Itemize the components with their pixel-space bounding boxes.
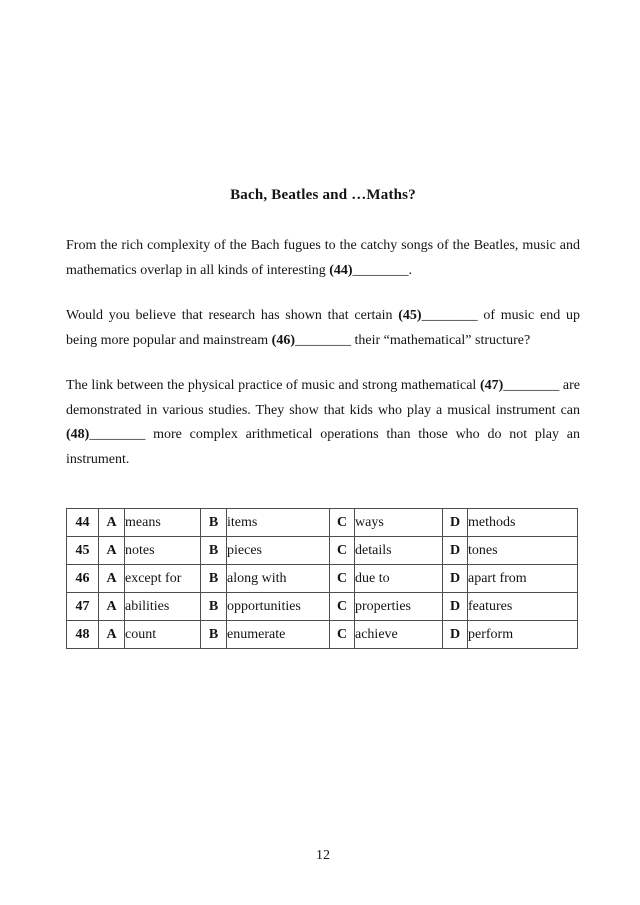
option-text-cell: notes bbox=[125, 537, 201, 565]
blank-number: (47) bbox=[479, 378, 504, 393]
option-letter-cell: D bbox=[443, 565, 468, 593]
paragraph-text: ________ are demonstrated in various studies. They show that kids who play a musical instrument can bbox=[66, 378, 581, 418]
blank-number: (45) bbox=[398, 308, 422, 323]
paragraph-text: ________ of music end up being more popular and mainstream bbox=[66, 308, 580, 348]
option-text-cell: pieces bbox=[227, 537, 330, 565]
option-text-cell: opportunities bbox=[227, 593, 330, 621]
option-letter-cell: B bbox=[201, 509, 227, 537]
blank-number: (44) bbox=[329, 262, 353, 278]
option-letter-cell: A bbox=[99, 621, 125, 649]
question-number-cell: 45 bbox=[67, 537, 99, 565]
option-text-cell: ways bbox=[355, 509, 443, 537]
paragraph-text: ________ their “mathematical” structure? bbox=[295, 332, 531, 348]
option-letter-cell: C bbox=[330, 565, 355, 593]
blank-number: (48) bbox=[66, 427, 90, 442]
option-letter-cell: D bbox=[443, 621, 468, 649]
option-letter-cell: C bbox=[330, 537, 355, 565]
option-letter-cell: B bbox=[201, 537, 227, 565]
option-letter-cell: A bbox=[99, 565, 125, 593]
option-letter-cell: B bbox=[201, 593, 227, 621]
question-number-cell: 46 bbox=[67, 565, 99, 593]
option-text-cell: properties bbox=[355, 593, 443, 621]
option-letter-cell: D bbox=[443, 537, 468, 565]
paragraph-text: ________. bbox=[352, 262, 413, 278]
option-letter-cell: D bbox=[443, 593, 468, 621]
option-text-cell: enumerate bbox=[227, 621, 330, 649]
table-row bbox=[67, 565, 578, 593]
option-letter-cell: A bbox=[99, 509, 125, 537]
option-letter-cell: D bbox=[443, 509, 468, 537]
option-text-cell: apart from bbox=[468, 565, 578, 593]
option-text-cell: except for bbox=[125, 565, 201, 593]
options-table-body bbox=[67, 509, 578, 649]
option-text-cell: achieve bbox=[355, 621, 443, 649]
option-letter-cell: C bbox=[330, 593, 355, 621]
table-row bbox=[67, 537, 578, 565]
option-text-cell: along with bbox=[227, 565, 330, 593]
paragraph-text: The link between the physical practice of music and strong mathematical bbox=[66, 378, 480, 393]
option-text-cell: details bbox=[355, 537, 443, 565]
option-text-cell: features bbox=[468, 593, 578, 621]
paragraph-3 bbox=[66, 374, 580, 472]
blank-number: (46) bbox=[271, 332, 295, 348]
paragraph-1 bbox=[66, 234, 580, 283]
option-letter-cell: A bbox=[99, 593, 125, 621]
page-number: 12 bbox=[316, 848, 330, 863]
page-content bbox=[66, 0, 580, 649]
paragraph-text: Would you believe that research has shown that certain bbox=[66, 308, 399, 323]
table-row bbox=[67, 509, 578, 537]
option-letter-cell: C bbox=[330, 509, 355, 537]
question-number-cell: 44 bbox=[67, 509, 99, 537]
option-text-cell: count bbox=[125, 621, 201, 649]
options-table bbox=[66, 508, 578, 649]
option-text-cell: tones bbox=[468, 537, 578, 565]
option-text-cell: perform bbox=[468, 621, 578, 649]
option-text-cell: means bbox=[125, 509, 201, 537]
question-number-cell: 47 bbox=[67, 593, 99, 621]
option-letter-cell: A bbox=[99, 537, 125, 565]
paragraph-text: ________ more complex arithmetical operations than those who do not play an instrument. bbox=[66, 427, 580, 467]
option-letter-cell: B bbox=[201, 565, 227, 593]
option-text-cell: due to bbox=[355, 565, 443, 593]
paragraph-text: From the rich complexity of the Bach fugues to the catchy songs of the Beatles, music and mathematics overlap in all kinds of interesting bbox=[66, 238, 580, 278]
option-text-cell: methods bbox=[468, 509, 578, 537]
option-text-cell: items bbox=[227, 509, 330, 537]
option-text-cell: abilities bbox=[125, 593, 201, 621]
page-title: Bach, Beatles and …Maths? bbox=[230, 187, 416, 203]
table-row bbox=[67, 593, 578, 621]
paragraph-2 bbox=[66, 304, 580, 353]
option-letter-cell: B bbox=[201, 621, 227, 649]
option-letter-cell: C bbox=[330, 621, 355, 649]
question-number-cell: 48 bbox=[67, 621, 99, 649]
table-row bbox=[67, 621, 578, 649]
